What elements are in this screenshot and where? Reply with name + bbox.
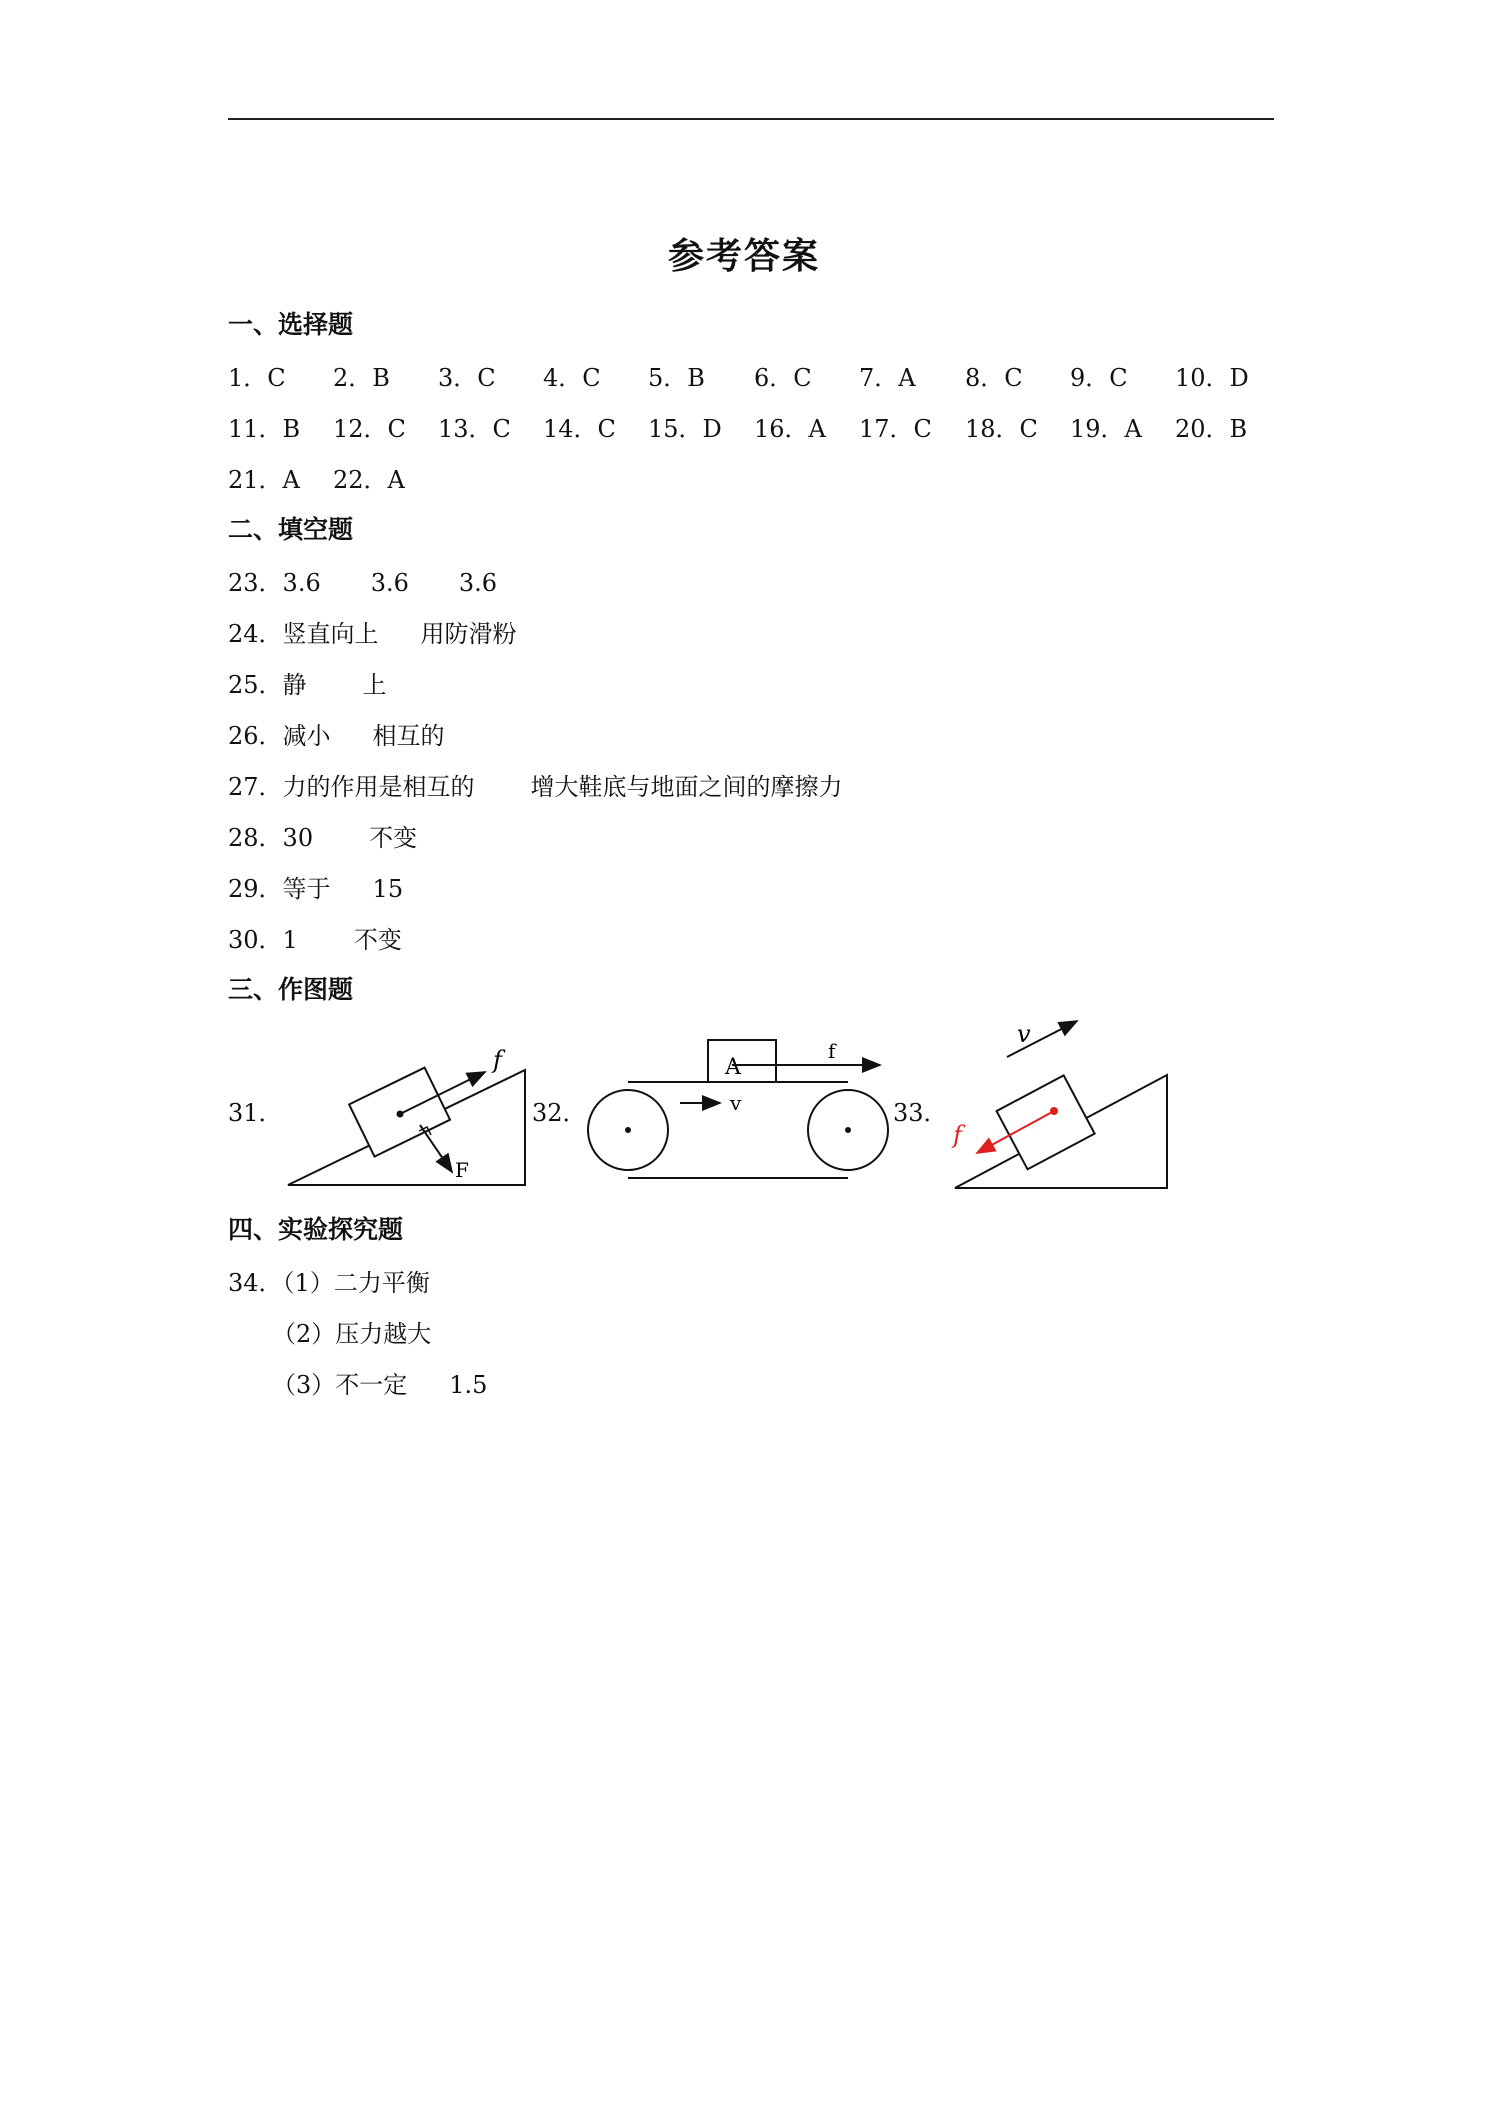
answer-part: 相互的 [372,722,445,750]
force-f-label: f [828,1039,836,1063]
fill-answer-26 [228,716,445,751]
answer-part: 3.6 [282,569,321,597]
question-number: 28． [228,824,283,852]
choice-answer: 22．A [333,466,405,494]
question-number: 23． [228,569,283,597]
question-number: 26． [228,722,283,750]
choice-answer: 6．C [754,364,812,392]
figure-33-label: 33． [893,1099,948,1127]
velocity-label: v [1017,1020,1031,1048]
figure-33-incline-diagram [945,1015,1175,1195]
choice-answer: 9．C [1070,364,1128,392]
fill-answer-29 [228,869,403,904]
choice-answer: 12．C [333,415,406,443]
fill-answer-24 [228,614,517,649]
force-f-label: f [493,1046,502,1074]
choice-answer: 16．A [754,415,826,443]
choice-answer: 7．A [859,364,916,392]
section-heading-fill: 二、填空题 [228,515,354,544]
choice-answer: 1．C [228,364,286,392]
sub-answer: （3）不一定 [272,1371,408,1399]
left-axle [625,1127,631,1133]
answer-part: 静 [282,671,307,699]
question-number: 24． [228,620,283,648]
choice-answer: 5．B [648,364,705,392]
block [997,1075,1095,1169]
pressure-arrow [420,1125,452,1172]
choice-answer: 11．B [228,415,301,443]
answer-part: 减小 [282,722,331,750]
right-axle [845,1127,851,1133]
sub-answer-value: 1.5 [449,1371,488,1399]
fill-answer-30 [228,920,402,955]
fill-answer-25 [228,665,387,700]
answer-part: 3.6 [458,569,498,597]
fill-answer-23 [228,563,497,598]
figure-31-incline-diagram [280,1025,535,1195]
choice-answer: 3．C [438,364,496,392]
answer-part: 1 [282,926,298,954]
page-title: 参考答案 [667,236,820,277]
choice-answer: 4．C [543,364,601,392]
velocity-label: v [730,1091,742,1115]
question-number: 25． [228,671,283,699]
answer-part: 不变 [353,926,402,954]
choice-answer: 14．C [543,415,616,443]
answer-part: 上 [362,671,387,699]
answer-part: 3.6 [370,569,409,597]
figure-31-label: 31． [228,1099,283,1127]
answer-part: 等于 [282,875,331,903]
section-heading-choice: 一、选择题 [228,310,354,339]
experiment-sub-answer-2: （2）压力越大 [272,1320,432,1348]
figure-32-label: 32． [532,1099,587,1127]
choice-answer: 20．B [1175,415,1248,443]
choice-answer: 2．B [333,364,390,392]
force-F-label: F [455,1158,469,1182]
question-number: 27． [228,773,283,801]
answer-part: 竖直向上 [282,620,379,648]
answer-part: 用防滑粉 [420,620,517,648]
force-f-label: f [953,1121,962,1149]
question-number: 34． [228,1269,283,1297]
answer-part: 15 [372,875,404,903]
experiment-answer-34 [228,1263,430,1298]
sub-answer: （1）二力平衡 [282,1269,430,1297]
choice-answer: 8．C [965,364,1023,392]
choice-answer: 15．D [648,415,722,443]
choice-answer: 21．A [228,466,300,494]
choice-answer: 18．C [965,415,1038,443]
choice-answer: 13．C [438,415,511,443]
experiment-sub-answer-3 [272,1365,487,1400]
answer-part: 力的作用是相互的 [282,773,475,801]
answer-part: 30 [282,824,314,852]
header-rule [228,118,1274,120]
fill-answer-27 [228,767,843,802]
block-A [708,1040,776,1082]
choice-answer: 17．C [859,415,932,443]
question-number: 29． [228,875,283,903]
figure-32-conveyor-diagram [580,1030,890,1190]
answer-part: 增大鞋底与地面之间的摩擦力 [530,773,843,801]
fill-answer-28 [228,818,417,853]
choice-answer: 19．A [1070,415,1142,443]
answer-part: 不变 [369,824,418,852]
section-heading-experiment: 四、实验探究题 [228,1215,404,1244]
block-A-label: A [725,1055,741,1080]
question-number: 30． [228,926,283,954]
section-heading-drawing: 三、作图题 [228,975,354,1004]
choice-answer: 10．D [1175,364,1249,392]
